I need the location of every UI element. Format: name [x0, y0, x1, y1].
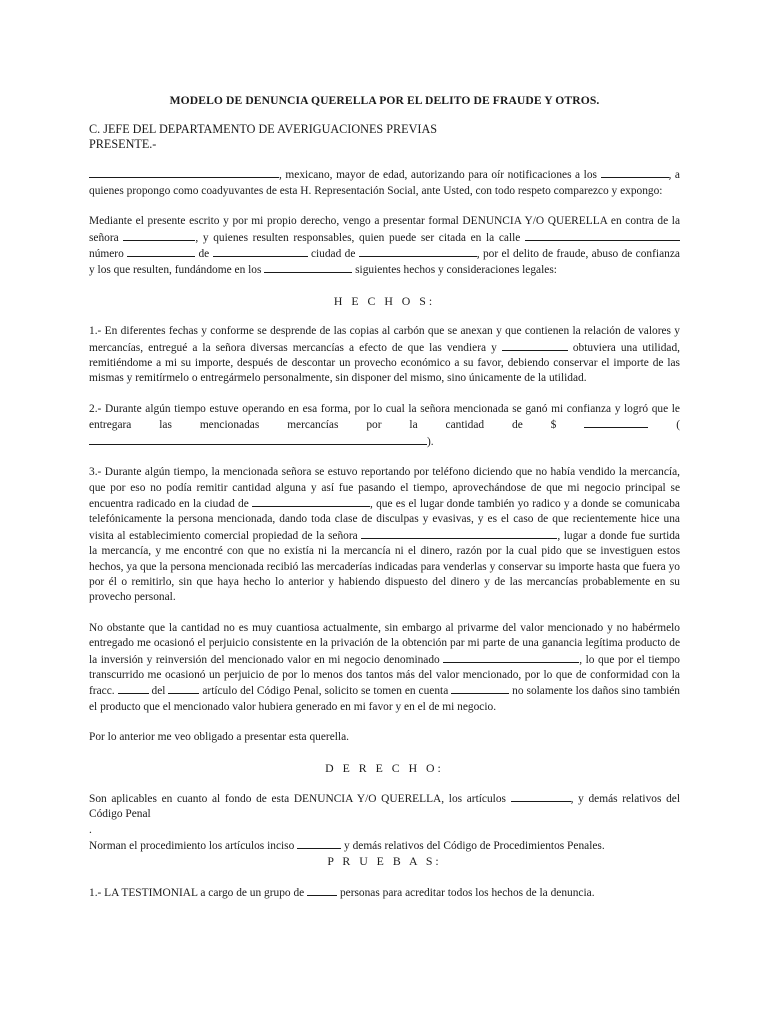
addressee-block	[89, 122, 680, 152]
articles-blank	[511, 791, 571, 802]
notification-names-blank	[601, 167, 669, 178]
hecho-2-paragraph	[89, 402, 680, 450]
name-blank	[89, 167, 279, 178]
no-obstante-text-2: , lo que por el tiempo transcurrido me ocasionó un perjuicio de por lo menos dos tantos más del valor mencionado, por lo que de conformidad con la fracc.	[89, 653, 680, 698]
document-body	[89, 93, 680, 901]
grounds-blank	[264, 262, 352, 273]
hecho-3-text-3: , lugar a donde fue surtida la mercancía, y me encontré con que no existía ni la mercancía ni el dinero, razón por la cual pido que se investiguen estos hechos, ya que la persona mencionada recibió las mercaderías indicadas para venderlas y conservar su importe hasta que fuera yo por él o remitirlo, sin que haya hecho lo anterior y habiendo dispuesto del dinero y de las mercancías probablemente en su provecho personal.	[89, 529, 680, 604]
prueba-1-text-2: personas para acreditar todos los hechos de la denuncia.	[339, 886, 595, 899]
mediante-text-4: de	[198, 248, 210, 261]
number-blank	[127, 246, 195, 257]
addressee-presente: PRESENTE.-	[89, 137, 157, 152]
derecho-text-1: Son aplicables en cuanto al fondo de esta DENUNCIA Y/O QUERELLA, los artículos	[89, 793, 506, 805]
hecho-1-paragraph	[89, 324, 680, 387]
seller-blank	[502, 340, 568, 351]
mediante-text-2: , y quienes resulten responsables, quien puede ser citada en la calle	[195, 231, 521, 244]
hecho-2-text-2: (	[676, 419, 680, 432]
stray-dot: .	[89, 823, 92, 836]
addressee-line: C. JEFE DEL DEPARTAMENTO DE AVERIGUACIONES PREVIAS	[89, 122, 438, 137]
witness-count-blank	[307, 885, 337, 896]
article-blank	[168, 683, 199, 694]
derecho-paragraph-2	[89, 838, 680, 854]
mediante-text-7: siguientes hechos y consideraciones legales:	[355, 264, 557, 277]
mediante-text-1: Mediante el presente escrito y por mi propio derecho, vengo a presentar formal DENUNCIA Y/O QUERELLA en contra de la señora	[89, 215, 680, 244]
derecho-text-2: , y demás relativos del Código Penal	[89, 793, 680, 821]
inciso-blank	[297, 838, 341, 849]
mediante-text-3: número	[89, 248, 124, 261]
establishment-blank	[361, 528, 557, 539]
prueba-1-paragraph	[89, 885, 680, 901]
mediante-text-6: , por el delito de fraude, abuso de confianza y los que resulten, fundándome en los	[89, 248, 680, 277]
por-lo-anterior: Por lo anterior me veo obligado a presentar esta querella.	[89, 731, 349, 744]
intro-paragraph	[89, 167, 680, 199]
pruebas-heading: P R U E B A S:	[327, 854, 442, 869]
hecho-3-paragraph	[89, 465, 680, 606]
business-name-blank	[443, 652, 579, 663]
derecho-paragraph-1	[89, 791, 680, 823]
no-obstante-paragraph	[89, 621, 680, 715]
amount-in-words-blank	[89, 434, 427, 445]
prueba-1-text-1: 1.- LA TESTIMONIAL a cargo de un grupo de	[89, 886, 305, 899]
amount-blank	[584, 417, 648, 428]
derecho-text-3: Norman el procedimiento los artículos inciso	[89, 839, 295, 852]
street-blank	[525, 230, 680, 241]
no-obstante-text-1: No obstante que la cantidad no es muy cuantiosa actualmente, sin embargo al privarme del valor mencionado y no habérmelo entregado me ocasionó el perjuicio consistente en la privación de la obtención par mi parte de una ganancia legítima producto de la inversión y reinversión del mencionado valor en mi negocio denominado	[89, 621, 680, 666]
no-obstante-text-4: artículo del Código Penal, solicito se tomen en cuenta	[202, 685, 449, 698]
consideration-blank	[451, 683, 509, 694]
intro-text-2: , a quienes propongo como coadyuvantes de esta H. Representación Social, ante Usted, con todo respeto comparezco y expongo:	[89, 169, 680, 197]
hecho-1-text-1: 1.- En diferentes fechas y conforme se desprende de las copias al carbón que se anexan y que contienen la relación de valores y mercancías, entregué a la señora diversas mercancías a efecto de que las vendiera y	[89, 325, 680, 354]
fraction-blank	[118, 683, 149, 694]
document-title: MODELO DE DENUNCIA QUERELLA POR EL DELITO DE FRAUDE Y OTROS.	[169, 94, 600, 107]
city-blank	[359, 246, 477, 257]
mediante-paragraph	[89, 214, 680, 279]
hecho-2-text-3: ).	[427, 435, 434, 448]
mediante-text-5: ciudad de	[310, 248, 356, 261]
derecho-heading: D E R E C H O:	[325, 760, 444, 775]
hecho-3-text-1: 3.- Durante algún tiempo, la mencionada señora se estuvo reportando por teléfono diciendo que no había vendido la mercancía, que por eso no podía remitir cantidad alguna y así fue pasando el tiempo, aprovechándose de que mi negocio principal se encuentra radicado en la ciudad de	[89, 466, 680, 510]
business-city-blank	[252, 496, 370, 507]
hecho-2-text-1: 2.- Durante algún tiempo estuve operando en esa forma, por lo cual la señora mencionada se ganó mi confianza y logró que le entregara las mencionadas mercancías por la cantidad de $	[89, 402, 680, 432]
no-obstante-text-3: del	[151, 685, 166, 698]
hechos-heading: H E C H O S:	[333, 293, 436, 308]
hecho-3-text-2: , que es el lugar donde también yo radico y a donde se comunicaba telefónicamente la persona mencionada, dando toda clase de disculpas y evasivas, y es el caso de que recientemente hice una visita al establecimiento comercial propiedad de la señora	[89, 497, 680, 542]
derecho-text-4: y demás relativos del Código de Procedimientos Penales.	[344, 839, 605, 852]
colony-blank	[213, 246, 308, 257]
no-obstante-text-5: no solamente los daños sino también el producto que el mencionado valor hubiera generado en mi favor y en el de mi negocio.	[89, 685, 681, 713]
accused-name-blank	[123, 230, 195, 241]
hecho-1-text-2: obtuviera una utilidad, remitiéndome a mi su importe, después de descontar un provecho económico a su favor, debiendo conservar el importe de las mismas y remitírmelo o entregármelo personalmente, sin disponer del mismo, sino únicamente de la utilidad.	[89, 341, 680, 385]
intro-text-1: , mexicano, mayor de edad, autorizando para oír notificaciones a los	[279, 169, 597, 182]
